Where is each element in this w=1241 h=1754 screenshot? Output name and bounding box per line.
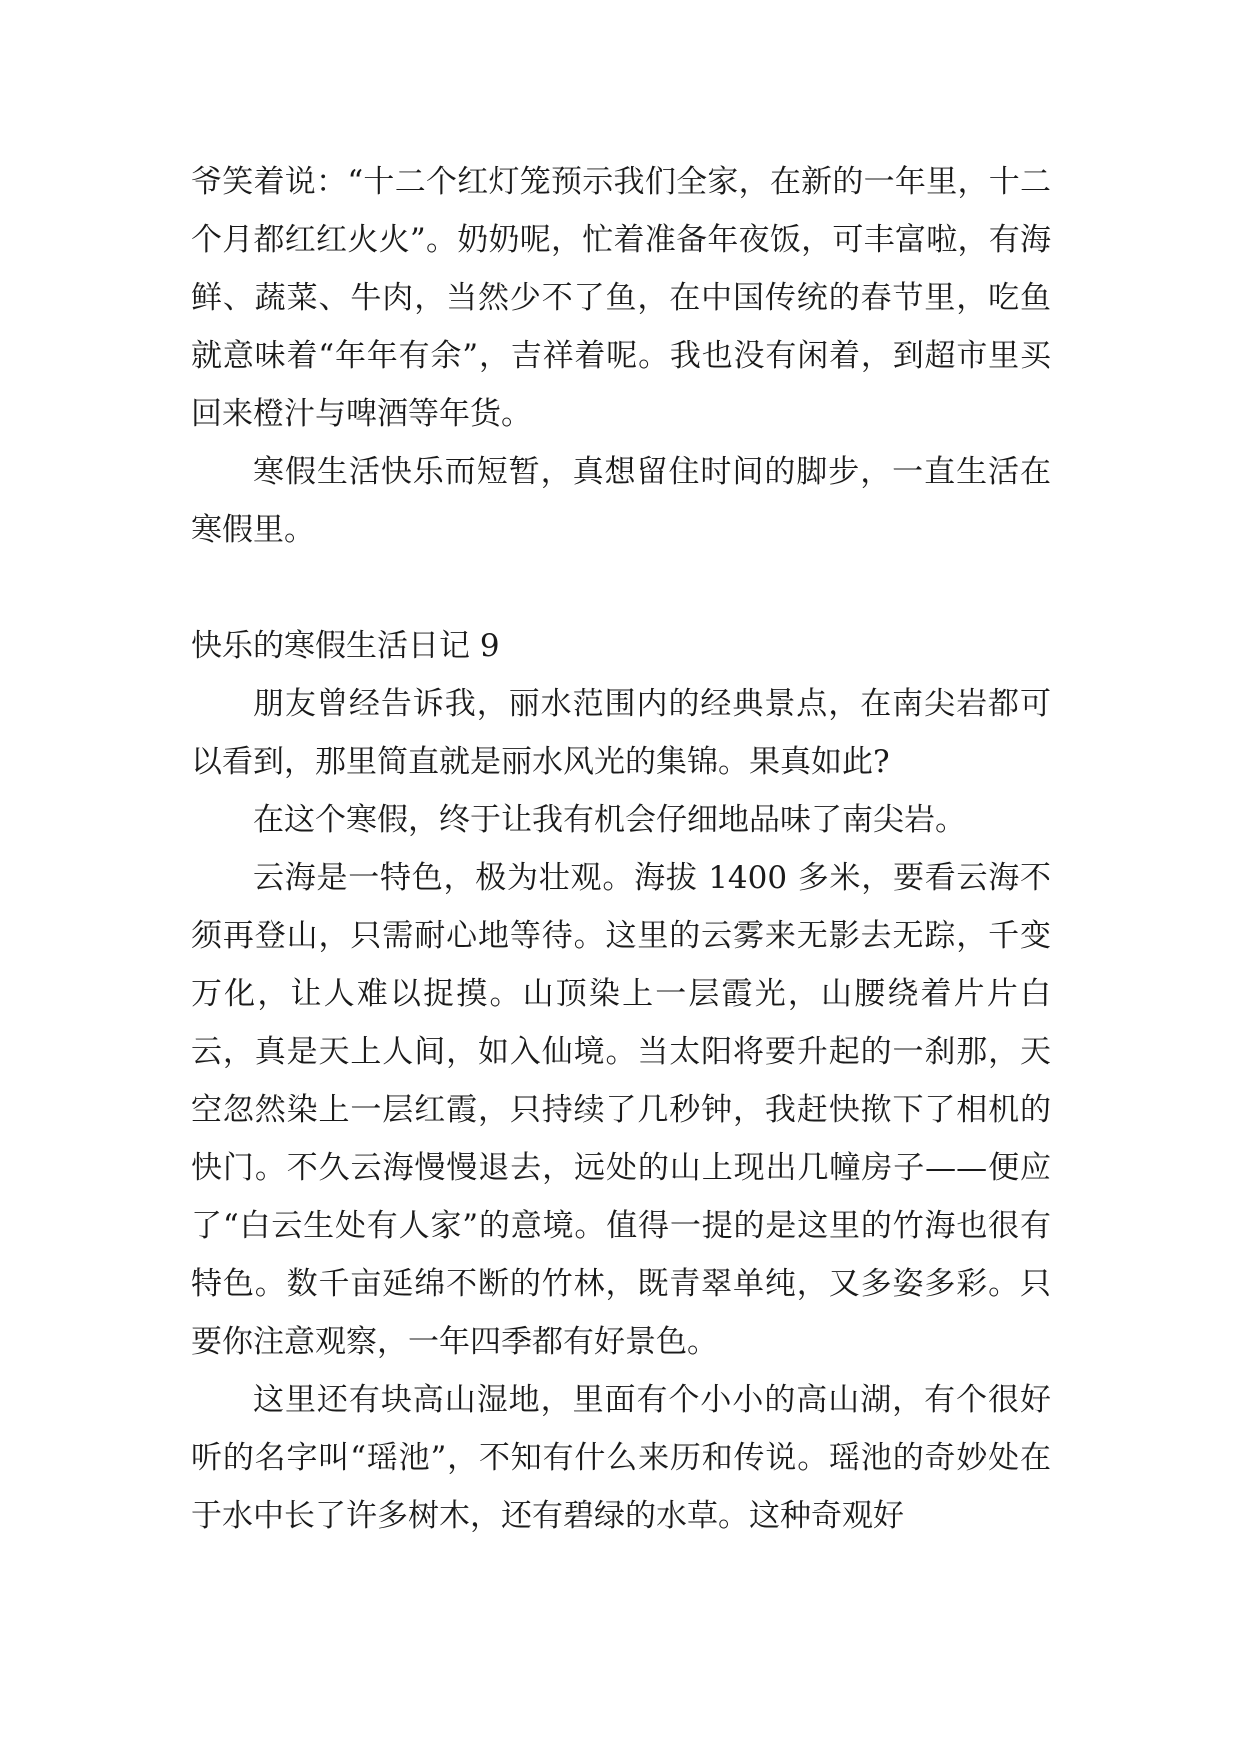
document-body (191, 153, 1051, 1545)
paragraph-this-winter: 在这个寒假，终于让我有机会仔细地品味了南尖岩。 (253, 802, 966, 838)
paragraph-new-year-preparations: 爷笑着说：“十二个红灯笼预示我们全家，在新的一年里，十二个月都红红火火”。奶奶呢，忙着准备年夜饭，可丰富啦，有海鲜、蔬菜、牛肉，当然少不了鱼，在中国传统的春节里，吃鱼就意味着“年年有余”，吉祥着呢。我也没有闲着，到超市里买回来橙汁与啤酒等年货。 (191, 164, 1051, 432)
paragraph-winter-break-summary: 寒假生活快乐而短暂，真想留住时间的脚步，一直生活在寒假里。 (191, 454, 1051, 548)
paragraph-highland-wetland: 这里还有块高山湿地，里面有个小小的高山湖，有个很好听的名字叫“瑶池”，不知有什么来历和传说。瑶池的奇妙处在于水中长了许多树木，还有碧绿的水草。这种奇观好 (191, 1382, 1051, 1534)
paragraph-sea-of-clouds: 云海是一特色，极为壮观。海拔 1400 多米，要看云海不须再登山，只需耐心地等待。这里的云雾来无影去无踪，千变万化，让人难以捉摸。山顶染上一层霞光，山腰绕着片片白云，真是天上人间，如入仙境。当太阳将要升起的一刹那，天空忽然染上一层红霞，只持续了几秒钟，我赶快揿下了相机的快门。不久云海慢慢退去，远处的山上现出几幢房子——便应了“白云生处有人家”的意境。值得一提的是这里的竹海也很有特色。数千亩延绵不断的竹林，既青翠单纯，又多姿多彩。只要你注意观察，一年四季都有好景色。 (191, 860, 1051, 1360)
section-title: 快乐的寒假生活日记 9 (191, 628, 500, 664)
paragraph-friend-said: 朋友曾经告诉我，丽水范围内的经典景点，在南尖岩都可以看到，那里简直就是丽水风光的集锦。果真如此? (191, 686, 1051, 780)
